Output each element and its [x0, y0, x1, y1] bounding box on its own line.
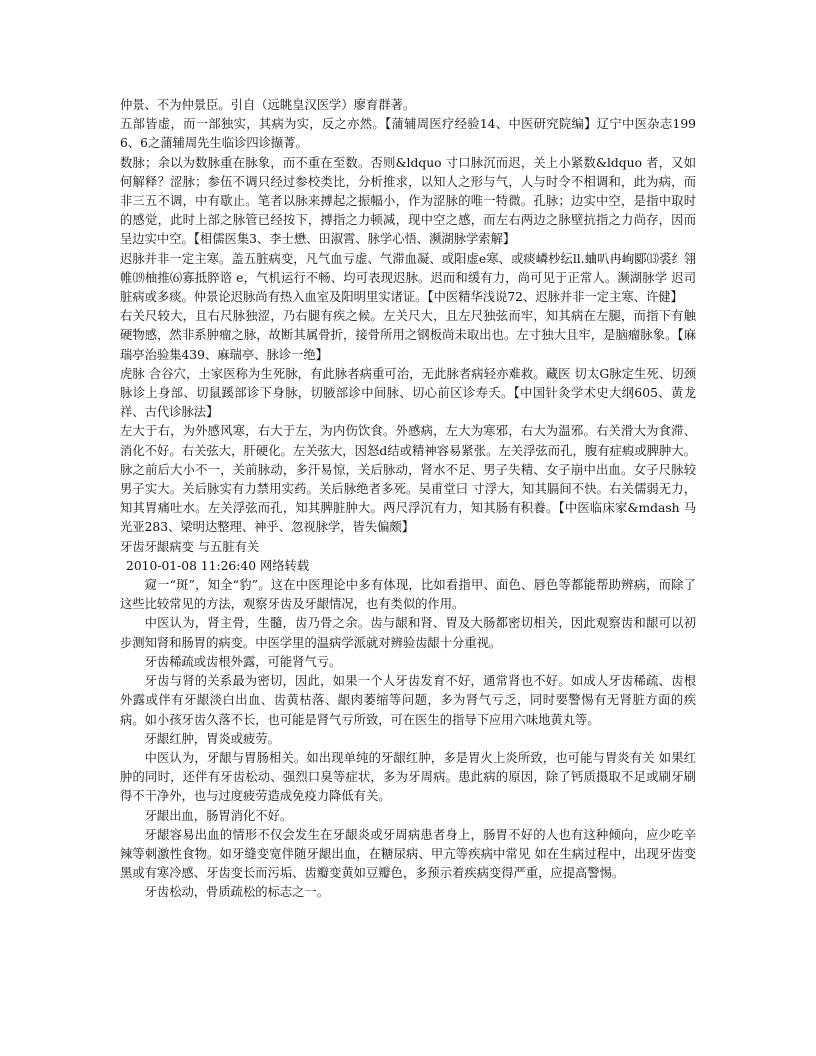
- article-subheading: 牙龈红肿，胃炎或疲劳。: [144, 731, 280, 746]
- paragraph-left-right: 左大于右，为外感风寒，右大于左，为内伤饮食。外感病，左大为寒邪，右大为温邪。右关滑大为食滞、消化不好。右关弦大，肝硬化。左关弦大，因怒d结或精神容易紧张。左关浮弦而孔，腹有症瘕或脾肿大。脉之前后大小不一，关前脉动，多汗易惊，关后脉动，肾水不足、男子失精、女子崩中出血。女子尺脉较男子实大。关后脉实有力禁用实药。关后脉绝者多死。吴甫堂曰 寸浮大，知其膈间不快。右关儒弱无力，知其胃痛吐水。左关浮弦而孔，知其脾脏肿大。两尺浮沉有力，知其肠有积養。【中医临床家&mdash 马光亚283、梁明达整理、神乎、忽视脉学，皆失偏颇】: [120, 424, 696, 535]
- paragraph-origin-note: 仲景、不为仲景臣。引自（远眺皇汉医学）廖育群著。: [120, 98, 416, 112]
- article-subheading: 牙齿松动，骨质疏松的标志之一。: [144, 885, 330, 900]
- article-paragraph: 中医认为，牙龈与胃肠相关。如出现单纯的牙龈红肿，多是胃火上炎所致，也可能与胃炎有关 如果红肿的同时，还伴有牙齿松动、强烈口臭等症状，多为牙周病。患此病的原因，除了钙质摄取不足或刷牙刷得不干净外，也与过度疲劳造成免疫力降低有关。: [120, 750, 696, 804]
- document-page: [120, 96, 696, 903]
- paragraph-right-guan: 右关尺较大，且右尺脉独涩，乃右腿有疾之候。左关尺大，且左尺独弦而牢，知其病在左腿，而指下有触硬物感，然非系肿瘤之脉，故断其属骨折，接骨所用之钢板尚未取出也。左寸独大且牢，是脑瘤脉象。【麻瑞亭治验集439、麻瑞亭、脉诊一绝】: [120, 309, 696, 362]
- paragraph-tiger-pulse: 虎脉 合谷穴，土家医称为生死脉，有此脉者病重可治，无此脉者病轻亦难救。藏医 切太G脉定生死、切颈脉诊上身部、切鼠蹊部诊下身脉，切腋部诊中间脉、切心前区诊寿夭。【中国针灸学术史大纲605、黄龙祥、古代诊脉法】: [120, 366, 696, 420]
- paragraph-pulse-types: 数脉；余以为数脉重在脉象，而不重在至数。否则&ldquo 寸口脉沉而迟，关上小紧数&ldquo 者，又如何解释？涩脉；参伍不调只经过参校类比，分析推求，以知人之形与气，人与时令不相调和，此为病，而非三五不调，中有歇止。笔者以脉来搏起之振幅小，作为涩脉的唯一特微。孔脉；边实中空，是指中取时的感觉，此时上部之脉管已经按下，搏指之力顿减，现中空之感，而左右两边之脉壁抗指之力尚存，因而呈边实中空。【相儒医集3、李士懋、田淑霄、脉学心悟、濒湖脉学索解】: [120, 155, 696, 247]
- article-subheading: 牙齿稀疏或齿根外露，可能肾气亏。: [144, 654, 342, 669]
- article-paragraph: 牙齿与肾的关系最为密切，因此，如果一个人牙齿发育不好，通常肾也不好。如成人牙齿稀疏、齿根外露或伴有牙龈淡白出血、齿黄枯落、龈肉萎缩等问题，多为肾气亏乏，同时要警惕有无肾脏方面的疾病。如小孩牙齿久落不长，也可能是肾气亏所致，可在医生的指导下应用六味地黄丸等。: [120, 674, 696, 727]
- article-paragraph: 牙龈容易出血的情形不仅会发生在牙龈炎或牙周病患者身上，肠胃不好的人也有这种倾向，应少吃辛辣等刺激性食物。如牙缝变宽伴随牙龈出血，在糖尿病、甲亢等疾病中常见 如在生病过程中，出现牙齿变黑或有寒冷感、牙齿变长而污垢、齿瓣变黄如豆瓣色，多预示着疾病变得严重，应提高警惕。: [120, 827, 696, 881]
- article-title: 牙齿牙龈病变 与五脏有关: [120, 539, 260, 554]
- paragraph-slow-pulse: 迟脉并非一定主寒。盖五脏病变，凡气血亏虚、气滞血凝、或阳虚e寒、或痰嶙杪纭ll.蛐叭冉峋郾⒀裘纟翎帷⒆柚推⑹寡抵脺谘 e，气机运行不畅、均可表现迟脉。迟而和缓有力，尚可见于正常人。濒湖脉学 迟司脏病或多痰。仲景论迟脉尚有热入血室及阳明里实诸证。【中医精华浅说72、迟脉并非一定主寒、许健】: [120, 251, 696, 305]
- paragraph-wuzhang: 五部皆虚，而一部独实，其病为实，反之亦然。【蒲辅周医疗经验14、中医研究院编】辽宁中医杂志1996、6之蒲辅周先生临诊四诊撷菁。: [120, 117, 696, 151]
- article-subheading: 牙龈出血，肠胃消化不好。: [144, 808, 293, 823]
- article-paragraph: 中医认为，肾主骨，生髓，齿乃骨之余。齿与龈和肾、胃及大肠都密切相关，因此观察齿和龈可以初步测知肾和肠胃的病变。中医学里的温病学派就对辨验齿龈十分重视。: [120, 616, 696, 650]
- post-meta: 2010-01-08 11:26:40 网络转载: [126, 558, 310, 573]
- article-paragraph: 窥一“斑”，知全“豹”。这在中医理论中多有体现，比如看指甲、面色、唇色等都能帮助辨病，而除了这些比较常见的方法，观察牙齿及牙龈情况，也有类似的作用。: [120, 578, 696, 612]
